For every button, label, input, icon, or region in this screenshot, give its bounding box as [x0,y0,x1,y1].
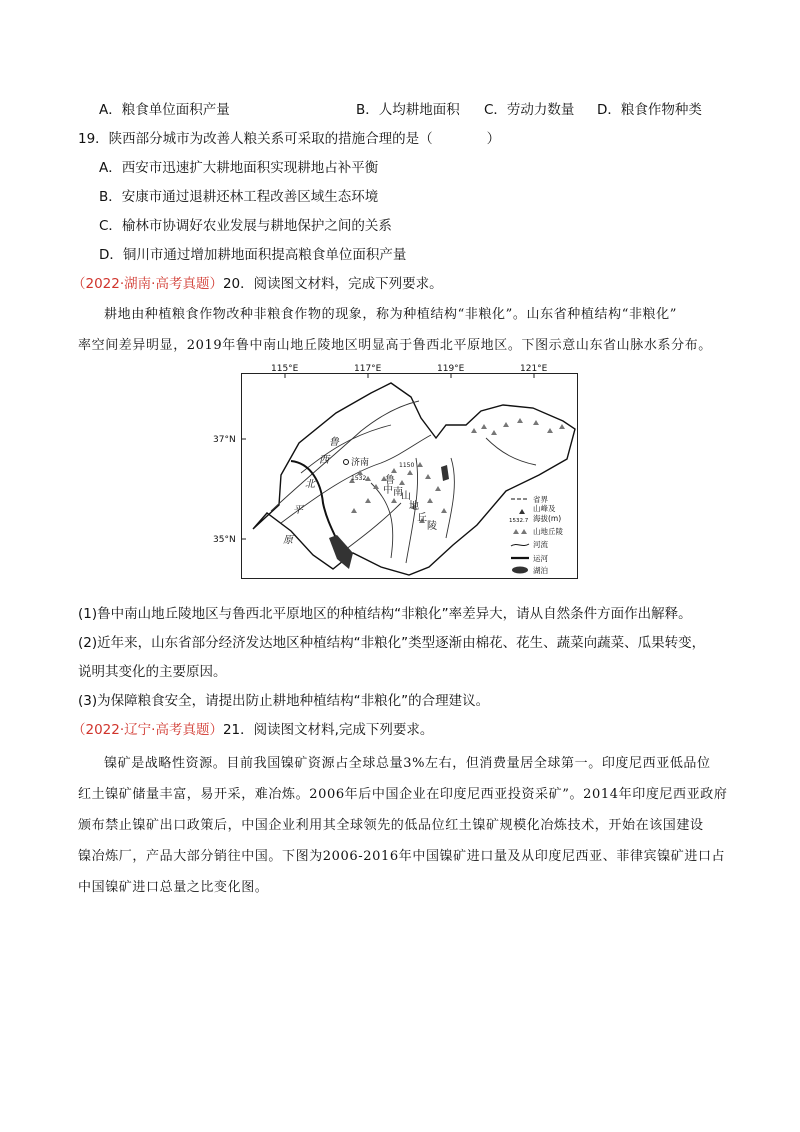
q19-option-a: A．西安市迅速扩大耕地面积实现耕地占补平衡 [99,160,379,176]
legend-border-label: 省界 [533,495,548,504]
svg-text:陵: 陵 [427,521,437,532]
q20-header [72,272,443,292]
q18-option-d: D．粮食作物种类 [597,102,702,118]
svg-text:北: 北 [305,479,315,490]
svg-text:鲁: 鲁 [329,437,339,448]
q18-option-b: B．人均耕地面积 [356,102,460,118]
city-label: 济南 [351,458,370,468]
legend-river-label: 河流 [533,540,548,549]
q21-paragraph-line-1: 镍矿是战略性资源。目前我国镍矿资源占全球总量3%左右，但消费量居全球第一。印度尼西亚低品位 [104,756,711,771]
q19-option-c: C．榆林市协调好农业发展与耕地保护之间的关系 [99,218,392,234]
legend-peak-label-1: 山峰及 [533,504,556,513]
svg-text:西: 西 [319,455,329,466]
q21-source: （2022·辽宁·高考真题） [72,722,223,738]
legend-hills-label: 山地丘陵 [533,527,563,536]
legend-peak-sample: 1532.7 [509,518,529,524]
q18-option-c: C．劳动力数量 [484,102,575,118]
lon-label-117: 117°E [354,364,382,374]
shandong-map [213,363,578,579]
q21-paragraph-line-3: 颁布禁止镍矿出口政策后，中国企业利用其全球领先的低品位红土镍矿规模化冶炼技术，开始在该国建设 [78,818,704,833]
q19-option-b: B．安康市通过退耕还林工程改善区域生态环境 [99,189,379,205]
lat-label-37: 37°N [213,435,236,445]
q19-stem: 19．陕西部分城市为改善人粮关系可采取的措施合理的是（ ） [78,131,501,147]
svg-text:中: 中 [383,485,393,496]
legend-canal-label: 运河 [533,554,548,563]
q20-stem: 20．阅读图文材料，完成下列要求。 [222,276,443,292]
q21-paragraph-line-4: 镍冶炼厂，产品大部分销往中国。下图为2006-2016年中国镍矿进口量及从印度尼西亚、菲律宾镍矿进口占 [78,849,726,864]
q19-option-d: D．铜川市通过增加耕地面积提高粮食单位面积产量 [99,247,407,263]
svg-text:南: 南 [393,487,403,498]
svg-text:平: 平 [293,505,303,516]
q20-subquestion-2-line-2: 说明其变化的主要原因。 [78,664,227,680]
q20-paragraph-line-1: 耕地由种植粮食作物改种非粮食作物的现象，称为种植结构“非粮化”。山东省种植结构“非粮化” [104,307,677,322]
legend-peak-label-2: 海拔(m) [533,514,562,523]
q20-source: （2022·湖南·高考真题） [72,276,223,292]
q20-subquestion-1: (1)鲁中南山地丘陵地区与鲁西北平原地区的种植结构“非粮化”率差异大，请从自然条件方面作出解释。 [78,606,692,622]
q20-subquestion-2-line-1: (2)近年来，山东省部分经济发达地区种植结构“非粮化”类型逐渐由棉花、花生、蔬菜向蔬菜、瓜果转变， [78,635,706,651]
q21-header [72,718,433,738]
svg-text:鲁: 鲁 [385,475,395,486]
map-frame [242,374,578,579]
svg-text:原: 原 [283,535,293,546]
svg-text:丘: 丘 [417,513,427,524]
lon-label-115: 115°E [271,364,299,374]
svg-text:地: 地 [409,501,419,512]
q18-option-a: A．粮食单位面积产量 [99,102,230,118]
peak-label-1: 1532 [351,475,367,482]
q21-paragraph-line-5: 中国镍矿进口总量之比变化图。 [78,880,269,895]
lon-label-121: 121°E [520,364,548,374]
peak-label-2: 1150 [399,462,415,469]
lat-label-35: 35°N [213,535,236,545]
q20-paragraph-line-2: 率空间差异明显，2019年鲁中南山地丘陵地区明显高于鲁西北平原地区。下图示意山东省山脉水系分布。 [78,338,712,353]
legend-lake-label: 湖泊 [533,566,548,575]
q21-paragraph-line-2: 红土镍矿储量丰富，易开采，难冶炼。2006年后中国企业在印度尼西亚投资采矿”。2014年印度尼西亚政府 [78,787,728,802]
q21-stem: 21．阅读图文材料,完成下列要求。 [222,722,434,738]
svg-text:山: 山 [401,491,411,502]
q20-subquestion-3: (3)为保障粮食安全，请提出防止耕地种植结构“非粮化”的合理建议。 [78,693,490,709]
lon-label-119: 119°E [437,364,465,374]
